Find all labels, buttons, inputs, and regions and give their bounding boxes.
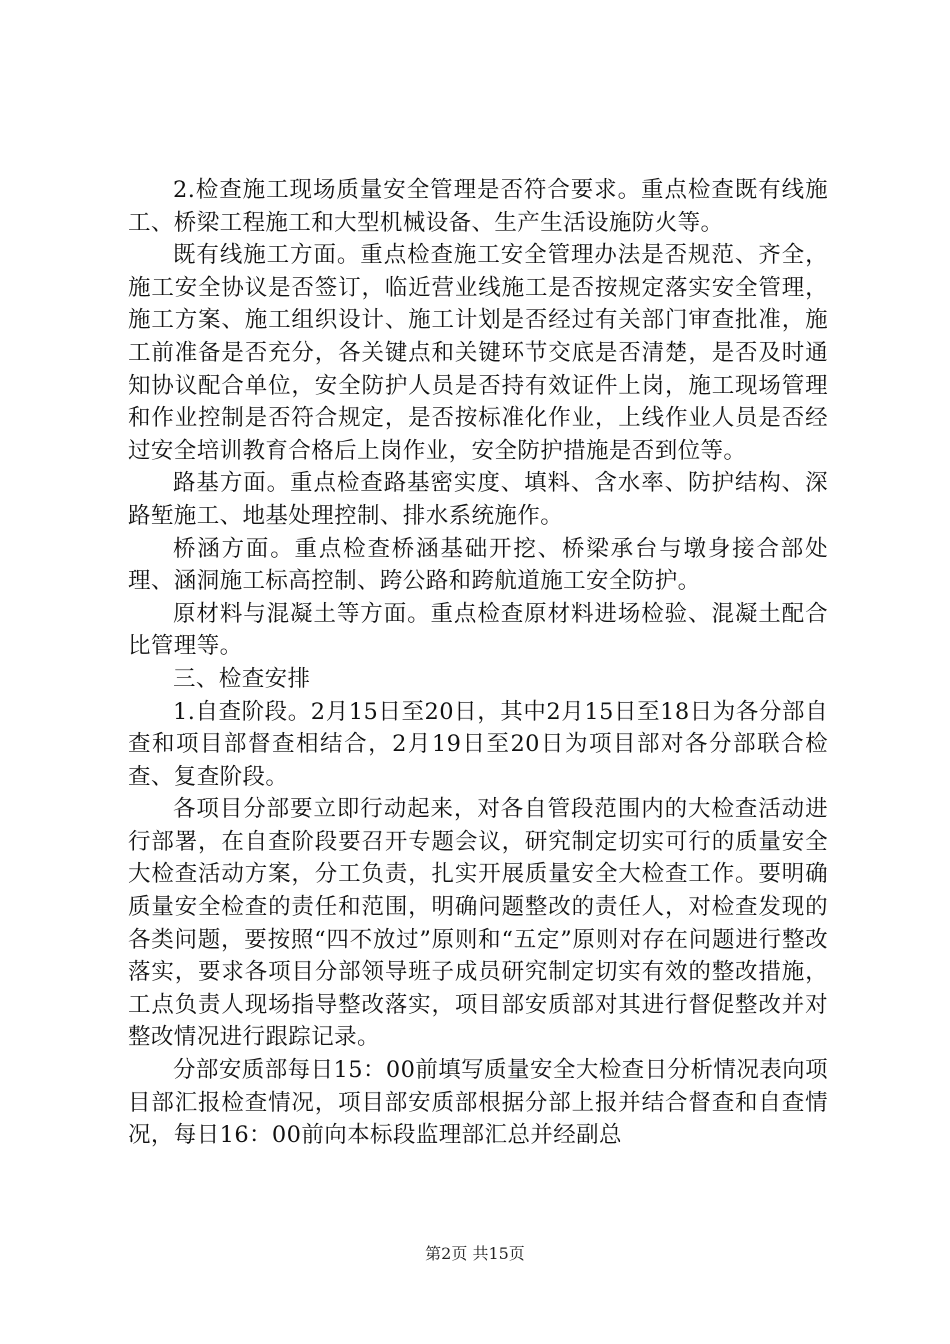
page-number-footer: 第2页 共15页	[425, 1244, 525, 1263]
paragraph-self-inspection-stage: 1.自查阶段。2月15日至20日，其中2月15日至18日为各分部自查和项目部督查相结合，2月19日至20日为项目部对各分部联合检查、复查阶段。	[128, 698, 828, 790]
paragraph-project-branch-actions: 各项目分部要立即行动起来，对各自管段范围内的大检查活动进行部署，在自查阶段要召开专题会议，研究制定切实可行的质量安全大检查活动方案，分工负责，扎实开展质量安全大检查工作。要明确质量安全检查的责任和范围，明确问题整改的责任人，对检查发现的各类问题，要按照“四不放过”原则和“五定”原则对存在问题进行整改落实，要求各项目分部领导班子成员研究制定切实有效的整改措施，工点负责人现场指导整改落实，项目部安质部对其进行督促整改并对整改情况进行跟踪记录。	[128, 796, 828, 1051]
paragraph-subgrade: 路基方面。重点检查路基密实度、填料、含水率、防护结构、深路堑施工、地基处理控制、排水系统施作。	[128, 470, 828, 529]
paragraph-materials-concrete: 原材料与混凝土等方面。重点检查原材料进场检验、混凝土配合比管理等。	[128, 600, 828, 660]
document-body	[128, 174, 828, 1152]
paragraph-existing-line-construction: 既有线施工方面。重点检查施工安全管理办法是否规范、齐全，施工安全协议是否签订，临近营业线施工是否按规定落实安全管理，施工方案、施工组织设计、施工计划是否经过有关部门审查批准，施工前准备是否充分，各关键点和关键环节交底是否清楚，是否及时通知协议配合单位，安全防护人员是否持有效证件上岗，施工现场管理和作业控制是否符合规定，是否按标准化作业，上线作业人员是否经过安全培训教育合格后上岗作业，安全防护措施是否到位等。	[128, 242, 828, 464]
section-heading-inspection-arrangement: 三、检查安排	[173, 665, 311, 692]
paragraph-inspection-site-management: 2.检查施工现场质量安全管理是否符合要求。重点检查既有线施工、桥梁工程施工和大型机械设备、生产生活设施防火等。	[128, 177, 828, 236]
paragraph-daily-reporting: 分部安质部每日15：00前填写质量安全大检查日分析情况表向项目部汇报检查情况，项目部安质部根据分部上报并结合督查和自查情况，每日16：00前向本标段监理部汇总并经副总	[128, 1057, 828, 1149]
paragraph-bridge-culvert: 桥涵方面。重点检查桥涵基础开挖、桥梁承台与墩身接合部处理、涵洞施工标高控制、跨公路和跨航道施工安全防护。	[128, 535, 828, 595]
